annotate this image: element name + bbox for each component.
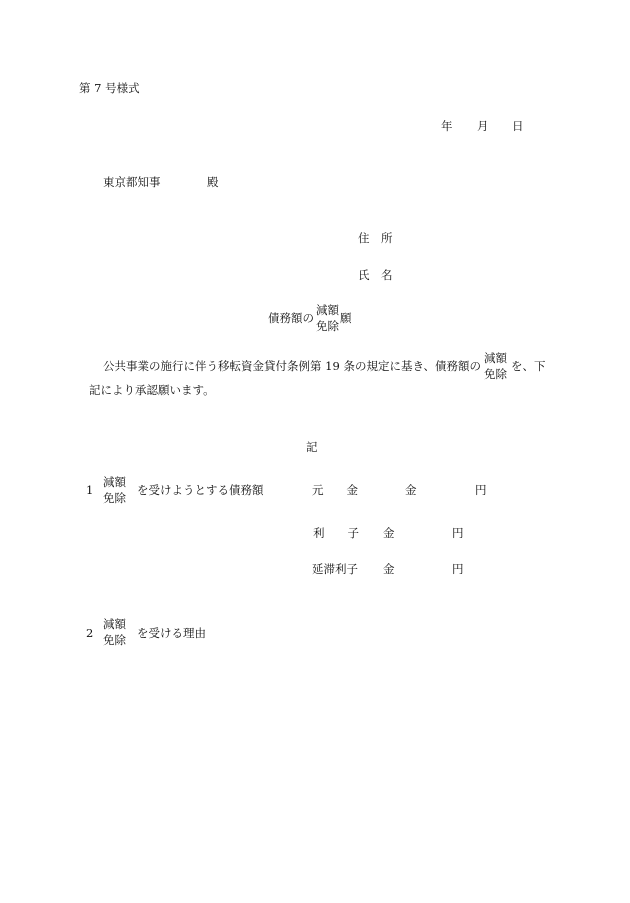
date-month: 月 [477, 119, 489, 133]
item-2-option-stack [103, 616, 126, 648]
principal-label: 元 金 [312, 483, 358, 497]
body-line-1-tail: を、下 [510, 359, 546, 373]
principal-currency-prefix: 金 [405, 483, 417, 497]
item-2-number: 2 [86, 626, 94, 640]
item-1-label: を受けようとする債務額 [137, 483, 264, 497]
item-1-option-stack [103, 474, 126, 506]
title-suffix: 願 [340, 311, 352, 325]
title-option-stack [316, 302, 339, 334]
late-interest-currency-prefix: 金 [383, 562, 395, 576]
date-year: 年 [441, 119, 453, 133]
interest-currency-prefix: 金 [383, 526, 395, 540]
address-label: 住 所 [358, 231, 393, 245]
document-title [268, 302, 352, 334]
ki-heading: 記 [306, 440, 318, 454]
body-line-2: 記により承認願います。 [89, 383, 215, 397]
late-interest-label: 延滞利子 [312, 562, 358, 576]
principal-unit: 円 [475, 483, 487, 497]
item-2-option-reduction: 減額 [103, 617, 126, 631]
interest-unit: 円 [452, 526, 464, 540]
late-interest-unit: 円 [452, 562, 464, 576]
title-prefix: 債務額の [268, 311, 314, 325]
item-2-option-exemption: 免除 [103, 633, 126, 647]
item-2-label: を受ける理由 [137, 626, 206, 640]
body-line-1 [103, 350, 545, 382]
item-1-number: 1 [86, 483, 94, 497]
title-option-exemption: 免除 [316, 319, 339, 333]
body-option-exemption: 免除 [483, 367, 507, 381]
form-number: 第 7 号様式 [79, 81, 140, 95]
item-1-option-reduction: 減額 [103, 475, 126, 489]
item-1-option-exemption: 免除 [103, 491, 126, 505]
addressee-honorific: 殿 [207, 175, 219, 189]
body-option-reduction: 減額 [483, 351, 507, 365]
title-option-reduction: 減額 [316, 303, 339, 317]
interest-label: 利 子 [313, 526, 359, 540]
body-line-1-text: 公共事業の施行に伴う移転資金貸付条例第 19 条の規定に基き、債務額の [103, 359, 481, 373]
body-option-stack [484, 350, 507, 382]
date-day: 日 [512, 119, 524, 133]
addressee-name: 東京都知事 [103, 175, 161, 189]
name-label: 氏 名 [358, 268, 393, 282]
